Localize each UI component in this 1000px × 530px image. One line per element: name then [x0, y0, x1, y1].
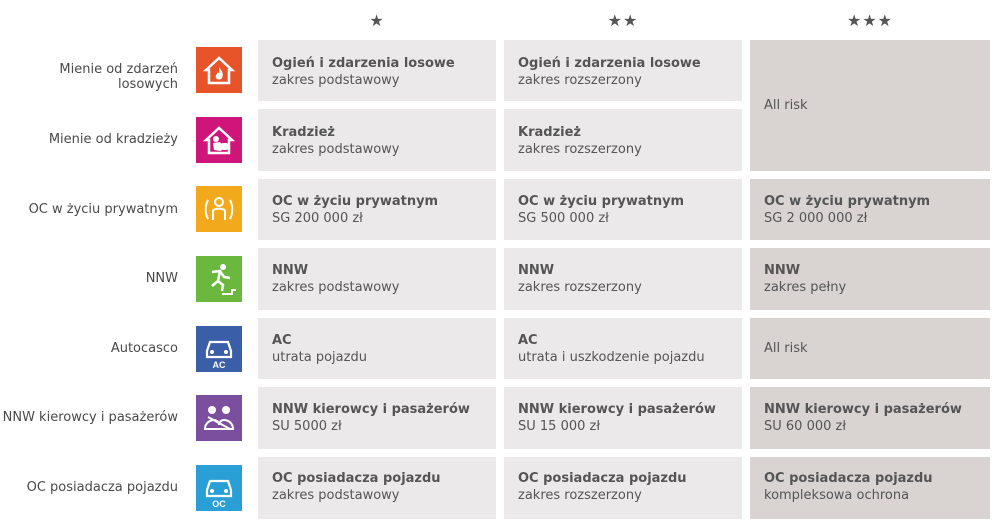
cell-subtitle: zakres rozszerzony [518, 488, 642, 503]
cell-r1-c1 [258, 109, 496, 171]
cell-title: OC posiadacza pojazdu [518, 471, 687, 486]
cell-subtitle: utrata i uszkodzenie pojazdu [518, 350, 705, 365]
cell-title: NNW kierowcy i pasażerów [272, 402, 470, 417]
cell-single-text: All risk [764, 341, 808, 356]
row-label-oc-zycie: OC w życiu prywatnym [28, 202, 178, 217]
cell-title: OC w życiu prywatnym [518, 194, 685, 209]
cell-title: NNW [272, 263, 309, 278]
cell-r0-c1 [258, 40, 496, 101]
cell-r3-c2 [504, 248, 742, 310]
cell-title: Ogień i zdarzenia losowe [272, 56, 455, 71]
cell-subtitle: zakres podstawowy [272, 280, 400, 295]
row-label-mienie-zdarzenia: Mienie od zdarzeń losowych [59, 62, 178, 92]
cell-subtitle: zakres podstawowy [272, 488, 400, 503]
car-oc-icon-label: OC [212, 499, 226, 509]
cell-r6-c3 [750, 457, 990, 519]
cell-r3-c1 [258, 248, 496, 310]
cell-subtitle: SU 5000 zł [272, 419, 342, 434]
cell-r5-c1 [258, 387, 496, 449]
cell-subtitle: zakres podstawowy [272, 73, 400, 88]
cell-title: OC w życiu prywatnym [272, 194, 439, 209]
cell-title: OC posiadacza pojazdu [764, 471, 933, 486]
cell-title: OC posiadacza pojazdu [272, 471, 441, 486]
cell-r2-c2 [504, 179, 742, 240]
cell-r0-c2 [504, 40, 742, 101]
cell-subtitle: zakres rozszerzony [518, 73, 642, 88]
cell-r5-c2 [504, 387, 742, 449]
passengers-icon [196, 395, 242, 441]
house-fire-icon [196, 47, 242, 93]
cell-title: NNW [764, 263, 801, 278]
cell-title: NNW kierowcy i pasażerów [518, 402, 716, 417]
car-ac-icon [196, 326, 242, 372]
car-ac-icon-label: AC [212, 360, 226, 370]
cell-r2-c1 [258, 179, 496, 240]
row-label-mienie-kradziez: Mienie od kradzieży [48, 132, 178, 147]
cell-single-text: All risk [764, 98, 808, 113]
cell-title: AC [518, 333, 538, 348]
cell-title: Kradzież [518, 125, 581, 140]
cell-r1-c2 [504, 109, 742, 171]
cell-title: Kradzież [272, 125, 335, 140]
cell-subtitle: SU 60 000 zł [764, 419, 847, 434]
cell-subtitle: kompleksowa ochrona [764, 488, 910, 503]
cell-title: OC w życiu prywatnym [764, 194, 931, 209]
cell-subtitle: zakres podstawowy [272, 142, 400, 157]
row-label-autocasco: Autocasco [110, 341, 178, 356]
cell-r4-c3 [750, 318, 990, 379]
cell-subtitle: utrata pojazdu [272, 350, 367, 365]
cell-title: NNW [518, 263, 555, 278]
cell-r3-c3 [750, 248, 990, 310]
cell-subtitle: SG 200 000 zł [272, 211, 363, 226]
cell-r4-c1 [258, 318, 496, 379]
cell-title: AC [272, 333, 292, 348]
cell-subtitle: zakres rozszerzony [518, 280, 642, 295]
cell-subtitle: SG 500 000 zł [518, 211, 609, 226]
cell-subtitle: SU 15 000 zł [518, 419, 601, 434]
cell-subtitle: zakres rozszerzony [518, 142, 642, 157]
cell-r5-c3 [750, 387, 990, 449]
cell-title: Ogień i zdarzenia losowe [518, 56, 701, 71]
cell-subtitle: zakres pełny [764, 280, 847, 295]
column-header-1-star: ★ [369, 11, 385, 30]
cell-r2-c3 [750, 179, 990, 240]
column-header-2-stars: ★★ [607, 11, 639, 30]
falling-person-icon [196, 256, 242, 302]
person-shield-icon [196, 186, 242, 232]
cell-r4-c2 [504, 318, 742, 379]
cell-all-risk-merged [750, 40, 990, 171]
cell-title: NNW kierowcy i pasażerów [764, 402, 962, 417]
cell-r6-c2 [504, 457, 742, 519]
row-label-nnw: NNW [145, 271, 178, 286]
cell-subtitle: SG 2 000 000 zł [764, 211, 868, 226]
car-oc-icon [196, 465, 242, 511]
house-thief-icon [196, 117, 242, 163]
cell-r6-c1 [258, 457, 496, 519]
column-header-3-stars: ★★★ [846, 11, 894, 30]
row-label-oc-posiadacza: OC posiadacza pojazdu [26, 480, 178, 495]
row-label-nnw-kierowcy: NNW kierowcy i pasażerów [2, 410, 178, 425]
